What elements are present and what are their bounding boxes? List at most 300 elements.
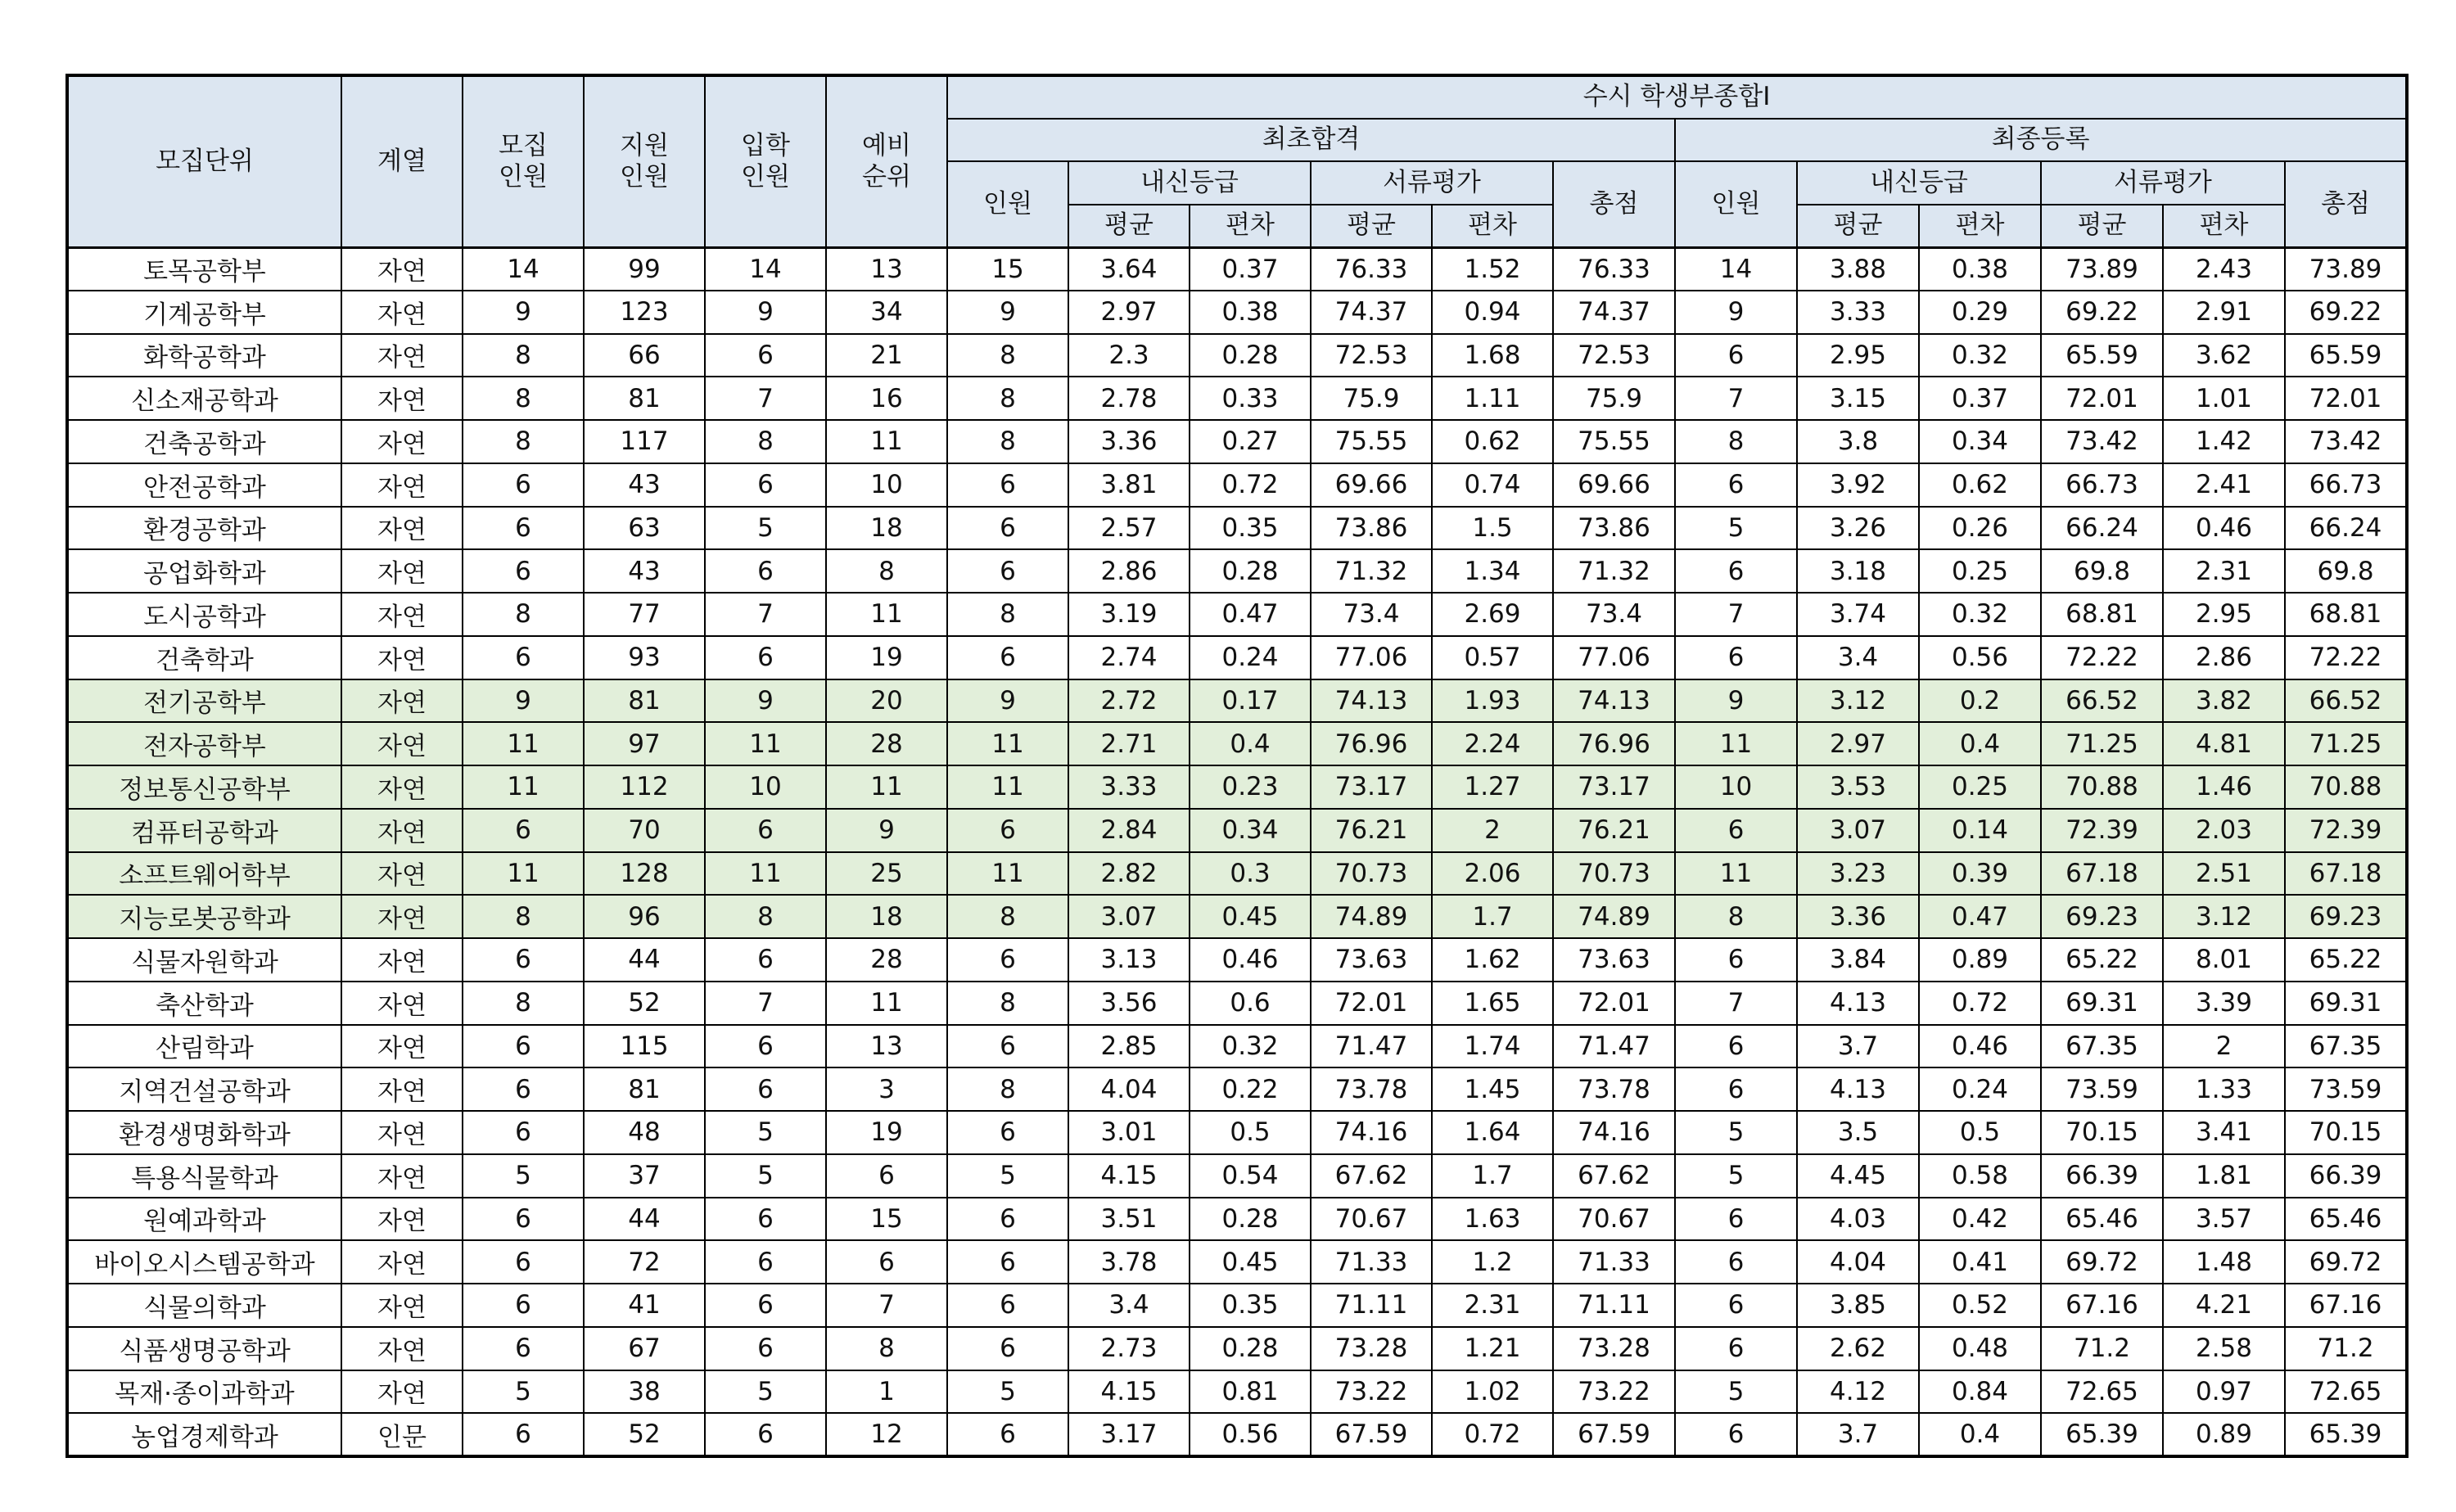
cell-final-grade-avg: 3.33 [1797, 291, 1919, 334]
cell-first-doc-dev: 1.7 [1432, 1154, 1553, 1198]
cell-final-grade-dev: 0.32 [1919, 593, 2041, 636]
cell-first-grade-dev: 0.28 [1190, 1327, 1311, 1370]
cell-final-doc-avg: 66.73 [2041, 463, 2163, 507]
cell-final-grade-avg: 3.12 [1797, 679, 1919, 723]
cell-final-count: 5 [1675, 1370, 1797, 1414]
cell-applicant-count: 66 [584, 334, 705, 377]
cell-enrolled-count: 8 [705, 420, 826, 463]
cell-first-doc-avg: 74.89 [1311, 895, 1432, 938]
cell-unit: 목재·종이과학과 [67, 1370, 341, 1414]
cell-first-doc-avg: 76.96 [1311, 722, 1432, 765]
cell-final-grade-dev: 0.89 [1919, 938, 2041, 982]
cell-recruit-count: 6 [463, 1284, 584, 1327]
cell-first-doc-avg: 73.22 [1311, 1370, 1432, 1414]
cell-first-doc-dev: 1.45 [1432, 1067, 1553, 1111]
cell-first-grade-avg: 2.57 [1068, 507, 1190, 550]
cell-first-grade-dev: 0.56 [1190, 1413, 1311, 1456]
table-row [67, 722, 2407, 765]
cell-first-count: 6 [947, 463, 1068, 507]
cell-final-doc-avg: 69.23 [2041, 895, 2163, 938]
cell-first-doc-avg: 72.01 [1311, 982, 1432, 1025]
cell-first-grade-dev: 0.45 [1190, 895, 1311, 938]
cell-applicant-count: 81 [584, 679, 705, 723]
cell-final-grade-dev: 0.42 [1919, 1198, 2041, 1241]
cell-first-total: 71.32 [1553, 549, 1675, 593]
cell-first-doc-avg: 72.53 [1311, 334, 1432, 377]
cell-applicant-count: 96 [584, 895, 705, 938]
cell-final-doc-avg: 65.46 [2041, 1198, 2163, 1241]
cell-unit: 안전공학과 [67, 463, 341, 507]
header-enrolled [705, 75, 826, 247]
cell-final-doc-dev: 2.43 [2163, 247, 2285, 291]
cell-waitlist-rank: 11 [826, 765, 947, 809]
cell-recruit-count: 6 [463, 549, 584, 593]
table-row [67, 895, 2407, 938]
cell-final-total: 73.59 [2285, 1067, 2407, 1111]
cell-enrolled-count: 14 [705, 247, 826, 291]
cell-applicant-count: 44 [584, 938, 705, 982]
cell-first-grade-dev: 0.4 [1190, 722, 1311, 765]
cell-first-grade-dev: 0.46 [1190, 938, 1311, 982]
cell-final-grade-dev: 0.72 [1919, 982, 2041, 1025]
cell-unit: 바이오시스템공학과 [67, 1240, 341, 1284]
cell-final-count: 6 [1675, 549, 1797, 593]
cell-first-count: 8 [947, 334, 1068, 377]
header-program: 수시 학생부종합Ⅰ [947, 75, 2407, 119]
cell-final-total: 66.39 [2285, 1154, 2407, 1198]
cell-final-doc-avg: 66.24 [2041, 507, 2163, 550]
cell-first-count: 6 [947, 1413, 1068, 1456]
cell-recruit-count: 8 [463, 420, 584, 463]
cell-first-grade-avg: 3.07 [1068, 895, 1190, 938]
cell-final-grade-avg: 4.04 [1797, 1240, 1919, 1284]
cell-track: 인문 [341, 1413, 463, 1456]
cell-unit: 축산학과 [67, 982, 341, 1025]
cell-waitlist-rank: 25 [826, 852, 947, 896]
cell-first-count: 6 [947, 549, 1068, 593]
cell-final-doc-avg: 70.88 [2041, 765, 2163, 809]
table-row [67, 377, 2407, 420]
cell-final-count: 7 [1675, 593, 1797, 636]
cell-first-doc-avg: 75.9 [1311, 377, 1432, 420]
cell-waitlist-rank: 9 [826, 809, 947, 852]
cell-first-grade-dev: 0.35 [1190, 1284, 1311, 1327]
cell-recruit-count: 9 [463, 291, 584, 334]
header-waitlist [826, 75, 947, 247]
cell-enrolled-count: 6 [705, 1240, 826, 1284]
cell-track: 자연 [341, 722, 463, 765]
cell-enrolled-count: 7 [705, 593, 826, 636]
header-first-grade-dev: 편차 [1190, 205, 1311, 248]
cell-first-grade-dev: 0.34 [1190, 809, 1311, 852]
cell-final-grade-dev: 0.56 [1919, 636, 2041, 679]
cell-final-grade-avg: 3.7 [1797, 1025, 1919, 1068]
cell-first-doc-dev: 2.31 [1432, 1284, 1553, 1327]
cell-final-count: 9 [1675, 291, 1797, 334]
cell-unit: 토목공학부 [67, 247, 341, 291]
cell-first-total: 67.59 [1553, 1413, 1675, 1456]
cell-final-count: 14 [1675, 247, 1797, 291]
cell-first-count: 8 [947, 1067, 1068, 1111]
cell-first-total: 74.16 [1553, 1111, 1675, 1154]
cell-first-grade-dev: 0.45 [1190, 1240, 1311, 1284]
table-row [67, 679, 2407, 723]
cell-first-grade-avg: 2.73 [1068, 1327, 1190, 1370]
cell-recruit-count: 8 [463, 377, 584, 420]
header-first-doc-avg: 평균 [1311, 205, 1432, 248]
cell-final-doc-dev: 3.82 [2163, 679, 2285, 723]
cell-enrolled-count: 5 [705, 1154, 826, 1198]
cell-applicant-count: 81 [584, 377, 705, 420]
cell-final-doc-dev: 2.95 [2163, 593, 2285, 636]
cell-final-count: 7 [1675, 377, 1797, 420]
cell-recruit-count: 8 [463, 982, 584, 1025]
cell-first-doc-avg: 73.28 [1311, 1327, 1432, 1370]
cell-first-doc-dev: 1.64 [1432, 1111, 1553, 1154]
cell-first-doc-dev: 1.74 [1432, 1025, 1553, 1068]
table-row [67, 1370, 2407, 1414]
cell-track: 자연 [341, 636, 463, 679]
table-row [67, 938, 2407, 982]
cell-track: 자연 [341, 1240, 463, 1284]
cell-unit: 전자공학부 [67, 722, 341, 765]
cell-first-grade-avg: 2.82 [1068, 852, 1190, 896]
cell-final-doc-dev: 2.86 [2163, 636, 2285, 679]
cell-first-total: 73.17 [1553, 765, 1675, 809]
cell-waitlist-rank: 7 [826, 1284, 947, 1327]
table-row [67, 1284, 2407, 1327]
cell-first-count: 11 [947, 852, 1068, 896]
cell-first-total: 71.33 [1553, 1240, 1675, 1284]
cell-first-grade-dev: 0.81 [1190, 1370, 1311, 1414]
cell-final-doc-dev: 3.57 [2163, 1198, 2285, 1241]
header-waitlist-line2: 순위 [862, 162, 911, 192]
cell-enrolled-count: 6 [705, 1198, 826, 1241]
cell-enrolled-count: 5 [705, 507, 826, 550]
cell-final-doc-dev: 1.42 [2163, 420, 2285, 463]
cell-unit: 환경생명화학과 [67, 1111, 341, 1154]
cell-applicant-count: 67 [584, 1327, 705, 1370]
cell-first-grade-dev: 0.33 [1190, 377, 1311, 420]
cell-first-count: 11 [947, 722, 1068, 765]
cell-final-doc-dev: 3.41 [2163, 1111, 2285, 1154]
cell-recruit-count: 6 [463, 1111, 584, 1154]
cell-enrolled-count: 6 [705, 463, 826, 507]
cell-applicant-count: 123 [584, 291, 705, 334]
cell-enrolled-count: 7 [705, 377, 826, 420]
cell-first-count: 9 [947, 679, 1068, 723]
cell-final-grade-dev: 0.4 [1919, 1413, 2041, 1456]
cell-unit: 환경공학과 [67, 507, 341, 550]
cell-first-doc-avg: 73.4 [1311, 593, 1432, 636]
header-first-grade-avg: 평균 [1068, 205, 1190, 248]
cell-first-count: 8 [947, 593, 1068, 636]
cell-recruit-count: 6 [463, 1025, 584, 1068]
cell-final-count: 5 [1675, 1154, 1797, 1198]
cell-recruit-count: 11 [463, 852, 584, 896]
cell-final-grade-dev: 0.34 [1919, 420, 2041, 463]
cell-first-grade-dev: 0.27 [1190, 420, 1311, 463]
cell-recruit-count: 6 [463, 1327, 584, 1370]
cell-first-count: 8 [947, 982, 1068, 1025]
cell-waitlist-rank: 19 [826, 636, 947, 679]
cell-first-doc-dev: 0.94 [1432, 291, 1553, 334]
cell-final-grade-avg: 3.88 [1797, 247, 1919, 291]
header-recruit-line1: 모집 [499, 130, 548, 160]
cell-final-doc-avg: 69.8 [2041, 549, 2163, 593]
cell-waitlist-rank: 12 [826, 1413, 947, 1456]
cell-waitlist-rank: 1 [826, 1370, 947, 1414]
cell-unit: 식물의학과 [67, 1284, 341, 1327]
header-applicants-line1: 지원 [620, 130, 669, 160]
cell-first-count: 15 [947, 247, 1068, 291]
cell-first-total: 75.9 [1553, 377, 1675, 420]
cell-waitlist-rank: 8 [826, 1327, 947, 1370]
cell-final-count: 6 [1675, 463, 1797, 507]
cell-enrolled-count: 6 [705, 1025, 826, 1068]
cell-first-total: 73.4 [1553, 593, 1675, 636]
table-row [67, 765, 2407, 809]
cell-first-total: 77.06 [1553, 636, 1675, 679]
cell-final-grade-avg: 2.62 [1797, 1327, 1919, 1370]
cell-final-grade-dev: 0.62 [1919, 463, 2041, 507]
cell-first-doc-avg: 71.47 [1311, 1025, 1432, 1068]
cell-first-doc-dev: 1.11 [1432, 377, 1553, 420]
cell-track: 자연 [341, 549, 463, 593]
cell-first-grade-avg: 2.85 [1068, 1025, 1190, 1068]
cell-recruit-count: 8 [463, 593, 584, 636]
table-row [67, 247, 2407, 291]
cell-final-grade-dev: 0.26 [1919, 507, 2041, 550]
cell-first-count: 6 [947, 1025, 1068, 1068]
cell-applicant-count: 44 [584, 1198, 705, 1241]
cell-first-count: 6 [947, 809, 1068, 852]
cell-unit: 건축학과 [67, 636, 341, 679]
cell-final-total: 72.22 [2285, 636, 2407, 679]
cell-applicant-count: 112 [584, 765, 705, 809]
cell-first-doc-avg: 74.37 [1311, 291, 1432, 334]
cell-final-total: 66.24 [2285, 507, 2407, 550]
cell-final-grade-avg: 4.03 [1797, 1198, 1919, 1241]
cell-first-grade-avg: 2.97 [1068, 291, 1190, 334]
cell-waitlist-rank: 19 [826, 1111, 947, 1154]
header-final-doc-dev: 편차 [2163, 205, 2285, 248]
cell-waitlist-rank: 21 [826, 334, 947, 377]
table-row [67, 1198, 2407, 1241]
cell-final-count: 5 [1675, 1111, 1797, 1154]
cell-track: 자연 [341, 1154, 463, 1198]
cell-recruit-count: 11 [463, 722, 584, 765]
cell-applicant-count: 43 [584, 463, 705, 507]
cell-first-count: 6 [947, 1111, 1068, 1154]
cell-final-total: 69.72 [2285, 1240, 2407, 1284]
cell-track: 자연 [341, 982, 463, 1025]
cell-first-grade-avg: 3.17 [1068, 1413, 1190, 1456]
cell-applicant-count: 93 [584, 636, 705, 679]
cell-waitlist-rank: 13 [826, 1025, 947, 1068]
cell-first-doc-avg: 71.11 [1311, 1284, 1432, 1327]
cell-final-grade-dev: 0.41 [1919, 1240, 2041, 1284]
cell-final-total: 72.65 [2285, 1370, 2407, 1414]
cell-final-count: 10 [1675, 765, 1797, 809]
cell-final-count: 6 [1675, 809, 1797, 852]
cell-first-doc-dev: 1.63 [1432, 1198, 1553, 1241]
cell-recruit-count: 11 [463, 765, 584, 809]
cell-first-doc-dev: 2 [1432, 809, 1553, 852]
cell-waitlist-rank: 18 [826, 895, 947, 938]
cell-first-doc-dev: 1.7 [1432, 895, 1553, 938]
cell-final-grade-avg: 2.97 [1797, 722, 1919, 765]
cell-unit: 전기공학부 [67, 679, 341, 723]
cell-final-total: 72.39 [2285, 809, 2407, 852]
cell-unit: 소프트웨어학부 [67, 852, 341, 896]
cell-first-total: 67.62 [1553, 1154, 1675, 1198]
cell-first-count: 11 [947, 765, 1068, 809]
cell-first-total: 73.22 [1553, 1370, 1675, 1414]
cell-final-grade-dev: 0.4 [1919, 722, 2041, 765]
header-final-registration: 최종등록 [1675, 119, 2407, 162]
cell-unit: 산림학과 [67, 1025, 341, 1068]
cell-first-doc-avg: 73.63 [1311, 938, 1432, 982]
table-row [67, 549, 2407, 593]
cell-final-doc-dev: 4.21 [2163, 1284, 2285, 1327]
cell-first-doc-dev: 2.69 [1432, 593, 1553, 636]
cell-track: 자연 [341, 938, 463, 982]
cell-final-doc-dev: 2.51 [2163, 852, 2285, 896]
cell-first-grade-avg: 4.04 [1068, 1067, 1190, 1111]
header-recruit [463, 75, 584, 247]
cell-first-grade-dev: 0.37 [1190, 247, 1311, 291]
cell-final-grade-avg: 2.95 [1797, 334, 1919, 377]
cell-final-total: 67.16 [2285, 1284, 2407, 1327]
cell-applicant-count: 70 [584, 809, 705, 852]
cell-recruit-count: 6 [463, 938, 584, 982]
cell-first-count: 6 [947, 938, 1068, 982]
cell-final-grade-dev: 0.47 [1919, 895, 2041, 938]
cell-recruit-count: 5 [463, 1154, 584, 1198]
table-row [67, 1413, 2407, 1456]
table-row [67, 291, 2407, 334]
cell-final-grade-avg: 3.4 [1797, 636, 1919, 679]
cell-final-total: 66.73 [2285, 463, 2407, 507]
cell-final-doc-dev: 0.97 [2163, 1370, 2285, 1414]
cell-enrolled-count: 11 [705, 852, 826, 896]
cell-first-total: 74.37 [1553, 291, 1675, 334]
cell-enrolled-count: 6 [705, 938, 826, 982]
cell-final-total: 66.52 [2285, 679, 2407, 723]
cell-applicant-count: 41 [584, 1284, 705, 1327]
cell-first-doc-avg: 73.86 [1311, 507, 1432, 550]
cell-final-doc-avg: 73.42 [2041, 420, 2163, 463]
cell-applicant-count: 81 [584, 1067, 705, 1111]
table-row [67, 982, 2407, 1025]
cell-recruit-count: 8 [463, 895, 584, 938]
cell-final-doc-avg: 67.35 [2041, 1025, 2163, 1068]
cell-waitlist-rank: 11 [826, 420, 947, 463]
table-row [67, 507, 2407, 550]
cell-first-doc-avg: 73.78 [1311, 1067, 1432, 1111]
cell-unit: 화학공학과 [67, 334, 341, 377]
cell-final-grade-dev: 0.48 [1919, 1327, 2041, 1370]
cell-final-doc-dev: 0.89 [2163, 1413, 2285, 1456]
cell-first-count: 8 [947, 377, 1068, 420]
cell-applicant-count: 52 [584, 982, 705, 1025]
cell-track: 자연 [341, 420, 463, 463]
cell-first-grade-avg: 2.84 [1068, 809, 1190, 852]
cell-final-count: 6 [1675, 334, 1797, 377]
cell-track: 자연 [341, 593, 463, 636]
cell-final-grade-avg: 4.13 [1797, 982, 1919, 1025]
cell-unit: 공업화학과 [67, 549, 341, 593]
cell-track: 자연 [341, 895, 463, 938]
cell-final-count: 6 [1675, 1240, 1797, 1284]
cell-track: 자연 [341, 1067, 463, 1111]
cell-applicant-count: 128 [584, 852, 705, 896]
cell-first-grade-dev: 0.35 [1190, 507, 1311, 550]
cell-first-doc-avg: 74.13 [1311, 679, 1432, 723]
cell-first-count: 6 [947, 507, 1068, 550]
cell-enrolled-count: 6 [705, 809, 826, 852]
cell-final-doc-dev: 2.58 [2163, 1327, 2285, 1370]
cell-first-grade-dev: 0.54 [1190, 1154, 1311, 1198]
header-track: 계열 [341, 75, 463, 247]
header-first-pass: 최초합격 [947, 119, 1675, 162]
header-final-grade: 내신등급 [1797, 161, 2041, 205]
header-final-count: 인원 [1675, 161, 1797, 247]
cell-track: 자연 [341, 765, 463, 809]
cell-enrolled-count: 7 [705, 982, 826, 1025]
cell-final-doc-dev: 2.41 [2163, 463, 2285, 507]
cell-recruit-count: 6 [463, 463, 584, 507]
cell-track: 자연 [341, 334, 463, 377]
cell-first-doc-dev: 1.27 [1432, 765, 1553, 809]
cell-first-doc-avg: 69.66 [1311, 463, 1432, 507]
cell-final-doc-avg: 69.72 [2041, 1240, 2163, 1284]
cell-first-grade-dev: 0.47 [1190, 593, 1311, 636]
cell-recruit-count: 6 [463, 1198, 584, 1241]
cell-first-total: 74.13 [1553, 679, 1675, 723]
cell-final-doc-dev: 3.39 [2163, 982, 2285, 1025]
cell-unit: 기계공학부 [67, 291, 341, 334]
cell-final-total: 70.15 [2285, 1111, 2407, 1154]
cell-final-count: 6 [1675, 636, 1797, 679]
cell-first-grade-dev: 0.38 [1190, 291, 1311, 334]
cell-final-doc-avg: 69.31 [2041, 982, 2163, 1025]
header-first-total: 총점 [1553, 161, 1675, 247]
table-body [67, 247, 2407, 1456]
cell-enrolled-count: 6 [705, 636, 826, 679]
cell-unit: 정보통신공학부 [67, 765, 341, 809]
cell-unit: 식품생명공학과 [67, 1327, 341, 1370]
cell-first-grade-dev: 0.22 [1190, 1067, 1311, 1111]
cell-enrolled-count: 6 [705, 1327, 826, 1370]
cell-first-count: 6 [947, 1198, 1068, 1241]
cell-applicant-count: 63 [584, 507, 705, 550]
cell-first-count: 9 [947, 291, 1068, 334]
cell-first-doc-dev: 0.57 [1432, 636, 1553, 679]
cell-first-grade-avg: 4.15 [1068, 1154, 1190, 1198]
cell-first-total: 73.28 [1553, 1327, 1675, 1370]
cell-final-grade-avg: 4.12 [1797, 1370, 1919, 1414]
cell-first-doc-avg: 73.17 [1311, 765, 1432, 809]
cell-waitlist-rank: 8 [826, 549, 947, 593]
cell-waitlist-rank: 15 [826, 1198, 947, 1241]
cell-first-total: 72.01 [1553, 982, 1675, 1025]
cell-first-grade-avg: 3.4 [1068, 1284, 1190, 1327]
cell-first-grade-avg: 3.33 [1068, 765, 1190, 809]
header-enrolled-line1: 입학 [741, 130, 790, 160]
cell-final-count: 6 [1675, 1025, 1797, 1068]
